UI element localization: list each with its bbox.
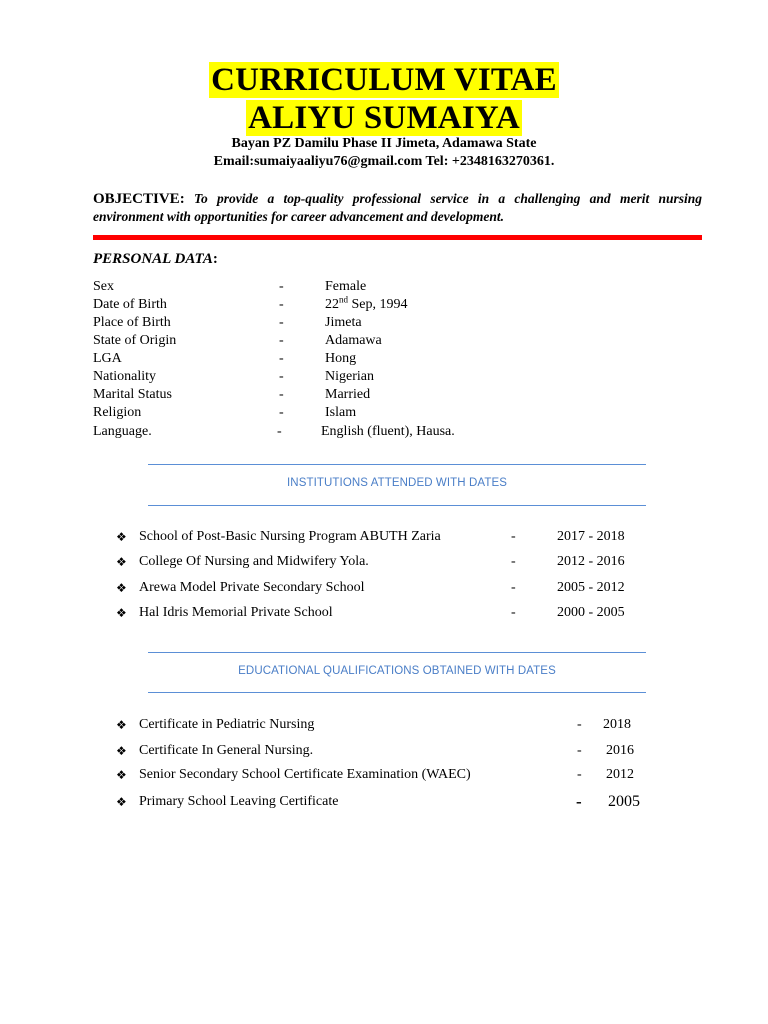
row-dash: - — [279, 297, 284, 312]
candidate-name-text: ALIYU SUMAIYA — [248, 100, 520, 136]
row-label: Date of Birth — [93, 297, 167, 312]
personal-data-heading — [93, 251, 218, 268]
row-value: Adamawa — [325, 333, 382, 348]
institution-name: School of Post-Basic Nursing Program ABUTH Zaria — [139, 529, 441, 544]
qualification-year: 2016 — [606, 743, 634, 758]
row-value: English (fluent), Hausa. — [321, 424, 455, 439]
bullet-icon: ❖ — [116, 530, 127, 544]
institution-dates: 2017 - 2018 — [557, 529, 625, 544]
objective-text: To provide a top-quality professional service in a challenging and merit nursing environment with opportunities for career advancement and development. — [93, 191, 702, 224]
qualification-year: 2005 — [608, 793, 640, 810]
institution-item — [0, 552, 768, 572]
row-dash: - — [279, 369, 284, 384]
section-rule-top — [148, 652, 646, 653]
personal-row-place-of-birth — [0, 314, 768, 332]
item-dash: - — [511, 580, 516, 595]
institution-name: Hal Idris Memorial Private School — [139, 605, 333, 620]
bullet-icon: ❖ — [116, 768, 127, 782]
row-value — [325, 296, 408, 314]
section-rule-bottom — [148, 692, 646, 693]
row-dash: - — [277, 424, 282, 439]
row-dash: - — [279, 333, 284, 348]
item-dash: - — [577, 743, 582, 758]
row-dash: - — [279, 405, 284, 420]
personal-row-language — [0, 423, 768, 441]
row-dash: - — [279, 351, 284, 366]
qualification-year: 2012 — [606, 767, 634, 782]
bullet-icon: ❖ — [116, 795, 127, 809]
qualification-item — [0, 741, 768, 761]
red-divider — [93, 235, 702, 240]
candidate-name — [0, 100, 768, 136]
row-label: State of Origin — [93, 333, 177, 348]
dob-suffix: nd — [339, 294, 348, 305]
qualification-item — [0, 715, 768, 735]
row-value: Nigerian — [325, 369, 374, 384]
row-value: Married — [325, 387, 371, 402]
row-dash: - — [279, 387, 284, 402]
address-line: Bayan PZ Damilu Phase II Jimeta, Adamawa State — [231, 136, 537, 151]
personal-row-lga — [0, 350, 768, 368]
personal-data-colon: : — [212, 251, 218, 267]
institutions-heading: INSTITUTIONS ATTENDED WITH DATES — [287, 477, 507, 489]
personal-row-state-of-origin — [0, 332, 768, 350]
personal-row-dob — [0, 296, 768, 314]
qualification-name: Certificate In General Nursing. — [139, 743, 314, 758]
item-dash: - — [511, 554, 516, 569]
row-value: Jimeta — [325, 315, 362, 330]
qualification-name: Primary School Leaving Certificate — [139, 794, 339, 809]
bullet-icon: ❖ — [116, 744, 127, 758]
row-label: Nationality — [93, 369, 156, 384]
cv-title — [0, 62, 768, 98]
row-label: Marital Status — [93, 387, 172, 402]
institution-item — [0, 578, 768, 598]
institution-item — [0, 527, 768, 547]
row-label: Sex — [93, 279, 114, 294]
item-dash: - — [511, 529, 516, 544]
row-dash: - — [279, 279, 284, 294]
section-rule-top — [148, 464, 646, 465]
qualifications-heading: EDUCATIONAL QUALIFICATIONS OBTAINED WITH DATES — [238, 665, 556, 677]
institution-name: Arewa Model Private Secondary School — [139, 580, 365, 595]
bullet-icon: ❖ — [116, 555, 127, 569]
qualification-name: Senior Secondary School Certificate Examination (WAEC) — [139, 767, 471, 782]
row-value: Female — [325, 279, 367, 294]
institution-dates: 2012 - 2016 — [557, 554, 625, 569]
qualification-name: Certificate in Pediatric Nursing — [139, 717, 315, 732]
row-label: Place of Birth — [93, 315, 171, 330]
personal-data-heading-text: PERSONAL DATA — [93, 251, 213, 267]
personal-row-marital-status — [0, 386, 768, 404]
personal-row-sex — [0, 278, 768, 296]
bullet-icon: ❖ — [116, 718, 127, 732]
row-value: Hong — [325, 351, 357, 366]
personal-row-nationality — [0, 368, 768, 386]
qualification-year: 2018 — [603, 717, 631, 732]
institution-item — [0, 603, 768, 623]
item-dash: - — [576, 792, 582, 811]
row-value: Islam — [325, 405, 357, 420]
row-label: Language. — [93, 424, 152, 439]
bullet-icon: ❖ — [116, 581, 127, 595]
institution-dates: 2000 - 2005 — [557, 605, 625, 620]
section-rule-bottom — [148, 505, 646, 506]
item-dash: - — [511, 605, 516, 620]
objective-label: OBJECTIVE: — [93, 191, 185, 207]
row-label: Religion — [93, 405, 142, 420]
qualification-item — [0, 792, 768, 812]
personal-row-religion — [0, 404, 768, 422]
item-dash: - — [577, 767, 582, 782]
bullet-icon: ❖ — [116, 606, 127, 620]
row-label: LGA — [93, 351, 122, 366]
row-dash: - — [279, 315, 284, 330]
dob-rest: Sep, 1994 — [348, 297, 408, 312]
contact-line: Email:sumaiyaaliyu76@gmail.com Tel: +2348163270361. — [213, 154, 555, 169]
objective-paragraph — [93, 190, 702, 226]
item-dash: - — [577, 717, 582, 732]
institution-name: College Of Nursing and Midwifery Yola. — [139, 554, 369, 569]
qualification-item — [0, 765, 768, 785]
cv-title-text: CURRICULUM VITAE — [211, 62, 557, 98]
dob-day: 22 — [325, 297, 339, 312]
institution-dates: 2005 - 2012 — [557, 580, 625, 595]
